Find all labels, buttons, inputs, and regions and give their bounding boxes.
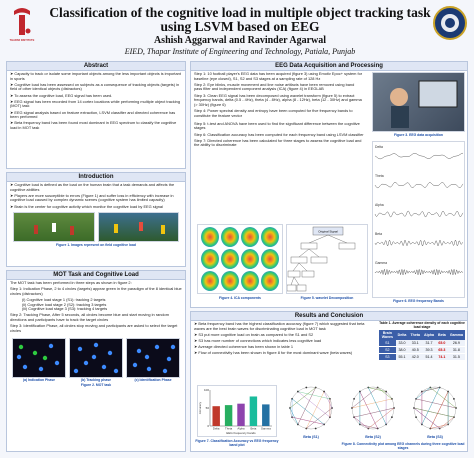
list-item: ➤ Players are more susceptible to errors (Figure 1) and suffer loss in efficiency with increase in cognitive load caused by complex dynamic scenes (cognitive system has limited capacity) [10,192,174,203]
y-tick-label: 0 [207,424,209,428]
table-cell: 26.9 [448,340,465,347]
introduction-panel [6,172,186,267]
band-label: Theta [375,174,384,178]
tracking-phase [69,338,123,382]
table-row [379,354,465,361]
mot-phase-images [7,336,185,382]
band-label: Gamma [375,261,388,265]
x-tick-label: Theta [225,426,233,431]
eeg-step-5: Step 5: t-test and ANOVA have been used to find the significant difference between the cognitive stages [194,120,360,131]
eeg-step-3: Step 3: Clean EEG signal has been decomposed using wavelet transform (figure 5) to extract frequency bands, delta (0.5 - 4Hz), theta (4 - 8Hz), alpha (8 - 12Hz), beta (12 - 30Hz) and gamma (> 30Hz) (figure 6) [194,92,362,107]
bar-alpha [237,404,244,426]
coherence-table-grid [379,330,465,361]
channel-node [391,416,393,418]
table-header-row [379,330,465,340]
table-cell: 55.1 [396,354,409,361]
figure-2-caption: Figure 2. MOT task [80,382,112,387]
table-cell: 51.4 [422,354,436,361]
figure-7-caption: Figure 7. Classification Accuracy vs EEG frequency band plot [195,439,279,447]
tracking-phase-image [69,338,123,378]
table-header: Alpha [422,330,436,340]
accuracy-bar-chart [197,385,277,437]
eeg-step-2: Step 2: Eye blinks, muscle movement and line noise artifacts have been removed using band pass filter and independent component analysis (ICA) (figure 4) in EEGLAB [194,81,355,92]
eeg-acquisition-photo [372,72,465,132]
x-tick-label: Gamma [260,426,271,431]
list-item: ➤ Beta frequency band has the highest classification accuracy (figure 7) which suggested that beta waves are the best brain waves for discriminating cognitive load in MOT task [194,321,365,331]
identification-phase-image [126,338,180,378]
table-cell: 65.3 [436,347,448,354]
band-waveform [375,211,463,217]
load-stage-3: (iii) Cognitive load stage 3 (S3): tracking 4 targets [22,306,108,312]
results-list [191,321,373,359]
thapar-logo [6,5,38,53]
eeg-step-6: Step 6: Classification accuracy has been computed for each frequency band using LSVM classifier [194,131,364,137]
table-cell: 40.5 [408,347,422,354]
indication-phase-image [12,338,66,378]
table-cell: 31.8 [448,347,465,354]
band-label: Beta [375,232,382,236]
frequency-band-waves [373,142,464,297]
connectivity-circle [290,387,332,429]
figure-6-caption: Figure 6. EEG frequency Bands [393,299,444,303]
list-item: ➤ Cognitive load has been assessed on subjects as a consequence of tracking objects (targets) in field of other identical objects (distractors) [10,81,180,92]
list-item: ➤ EEG signal analysis based on feature extraction, LSVM classifier and directed coherence has been performed [10,109,176,120]
band-label: Delta [375,145,383,149]
indication-phase [12,338,66,382]
eeg-step-1: Step 1: 10 football player's EEG data has been acquired (figure 3) using Emotiv Epoc+ system for baseline (eye closed), S1, S2 and S3 stages at a sampling rate of 128 Hz [194,71,363,81]
abstract-list [7,71,185,133]
mot-text [7,280,185,336]
results-title: Results and Conclusion [191,312,467,321]
list-item: ➤ Average directed coherence has been shown in table 1 [194,344,294,350]
list-item: ➤ Beta frequency band has been found most dominant in EEG spectrum to classify the cognitive load in MOT task [10,120,177,130]
y-tick-label: 100 [203,388,209,392]
band-waveform [375,153,463,159]
load-stage-1: (i) Cognitive load stage 1 (S1): tracking 2 targets [22,296,106,302]
table-cell: 33.1 [408,340,422,347]
list-item: ➤ Cognitive load is defined as the load on the human brain that a task demands and affects the cognitive abilities [10,182,175,192]
eeg-steps-top [191,71,366,121]
authors: Ashish Aggarwal and Ravinder Agarwal [153,35,327,46]
band-label: Alpha [375,203,384,207]
table-1-title: Table 1. Average coherence density of each cognitive load stage [379,321,465,329]
band-waveform [375,182,463,188]
figure-1-caption: Figure 1. Images represent on field cognitive load [56,242,136,247]
table-cell: 38.0 [396,347,409,354]
mot-title: MOT Task and Cognitive Load [7,271,185,280]
identification-phase [126,338,180,382]
list-item: ➤ To assess the cognitive load, EEG signal has been used. [10,92,113,98]
list-item: ➤ Capacity to track or isolate some important objects among the less important objects is important in sports [10,71,181,81]
channel-node [353,398,355,400]
tracking-phase-label: (b) Tracking phase [81,377,111,382]
mot-panel [6,270,186,452]
x-axis-label: EEG frequency bands [226,431,256,435]
identification-phase-label: (c) Identification Phase [134,377,172,382]
connectivity-label: Beta (S1) [303,435,319,439]
bar-delta [212,406,219,426]
table-header: Theta [408,330,422,340]
figure-4-caption: Figure 4. ICA components [219,296,261,300]
ica-components-figure [197,224,283,294]
table-cell: S1 [379,340,396,347]
connectivity-label: Beta (S2) [365,435,381,439]
load-stage-2: (ii) Cognitive load stage 2 (S2): tracking 3 targets [22,301,107,307]
figure-5-caption: Figure 5. wavelet Decomposition [300,296,354,300]
coherence-table [379,321,465,361]
connectivity-label: Beta (S3) [427,435,443,439]
mot-intro: The MOT task has been performed in three steps as shown in figure 2: [10,280,132,285]
bar-gamma [262,404,269,426]
bar-theta [225,405,232,426]
mot-step-3: Step 3: Identification Phase, all circles stop moving and participants are asked to select the target circles [10,323,178,333]
channel-node [305,387,307,389]
photo-football-field [13,212,95,242]
channel-node [453,398,455,400]
table-cell: 33.0 [396,340,409,347]
abstract-panel [6,61,186,169]
channel-node [315,428,317,430]
connectivity-circle [352,387,394,429]
abstract-title: Abstract [7,62,185,71]
eeg-panel [190,61,468,308]
mot-step-1: Step 1: Indication Phase, 2 to 4 circles (targets) appear green in the paradigm of the 8 identical blue circles (distractors) [10,286,182,296]
table-cell: 31.5 [448,354,465,361]
table-cell: S3 [379,354,396,361]
channel-node [415,416,417,418]
list-item: ➤ EEG signal has been recorded from 14 cortex locations while performing multiple object tracking (MOT) task [10,98,180,109]
list-item: ➤ Brain is the center for cognitive activity which monitor the cognitive load by EEG signal [10,203,163,209]
x-tick-label: Alpha [237,426,245,431]
connectivity-plots [283,384,465,440]
introduction-title: Introduction [7,173,185,182]
results-panel [190,311,468,452]
eeg-frequency-bands-figure [372,141,465,298]
table-cell: 31.7 [422,340,436,347]
table-cell: S2 [379,347,396,354]
table-cell: 65.0 [436,340,448,347]
eeg-step-4: Step 4: Power spectral density and entropy have been computed for five frequency bands to constitute the feature vector [194,107,353,118]
figure-3-caption: Figure 3. EEG data acquisition [394,133,443,137]
band-waveform [375,240,463,246]
sports-photos [7,212,185,242]
y-axis-label: Accuracy [198,401,202,415]
list-item: ➤ S3 has more number of connections which indicates less cognitive load [194,337,322,343]
x-tick-label: Beta [250,426,257,431]
x-tick-label: Delta [212,426,220,431]
table-cell: 74.1 [436,354,448,361]
table-header: Beta [436,330,448,340]
eeg-step-7: Step 7: Directed coherence has been calculated for three stages to assess the cognitive load and the ability to discriminate [194,137,362,148]
wavelet-decomposition-figure [286,224,368,294]
logo-text: THAPAR INSTITUTE [9,39,35,42]
introduction-list [7,182,185,212]
y-tick-label: 50 [205,406,209,410]
list-item: ➤ S3 put more cognitive load on brain as compared to the S1 and S2 [194,331,314,337]
table-header: Brain Waves [379,330,396,340]
table-cell: 42.0 [408,354,422,361]
table-header: Gamma [448,330,465,340]
poster-title: Classification of the cognitive load in multiple object tracking task using LSVM based on EEG [49,5,431,34]
eeg-steps-bottom [191,121,369,151]
table-cell: 39.3 [422,347,436,354]
connectivity-circle [414,387,456,429]
eeg-title: EEG Data Acquisition and Processing [191,62,467,71]
photo-football-match [98,212,180,242]
indication-phase-label: (a) Indication Phase [22,377,56,382]
table-row [379,347,465,354]
bar-beta [250,396,257,426]
table-header: Delta [396,330,409,340]
affiliation: EIED, Thapar Institute of Engineering and Technology, Patiala, Punjab [124,47,356,56]
mot-step-2: Step 2: Tracking Phase, After 5 seconds, all circles become blue and start moving in random directions and participants have to track the target circles [10,312,169,322]
list-item: ➤ Flow of connectivity has been shown in figure 8 for the most dominant wave (beta waves) [194,350,353,356]
wavelet-root-label: Original Signal [318,229,338,234]
figure-8-caption: Figure 8. Connectivity plot among EEG channels during three cognitive load stages [341,442,465,450]
band-waveform [375,269,463,275]
